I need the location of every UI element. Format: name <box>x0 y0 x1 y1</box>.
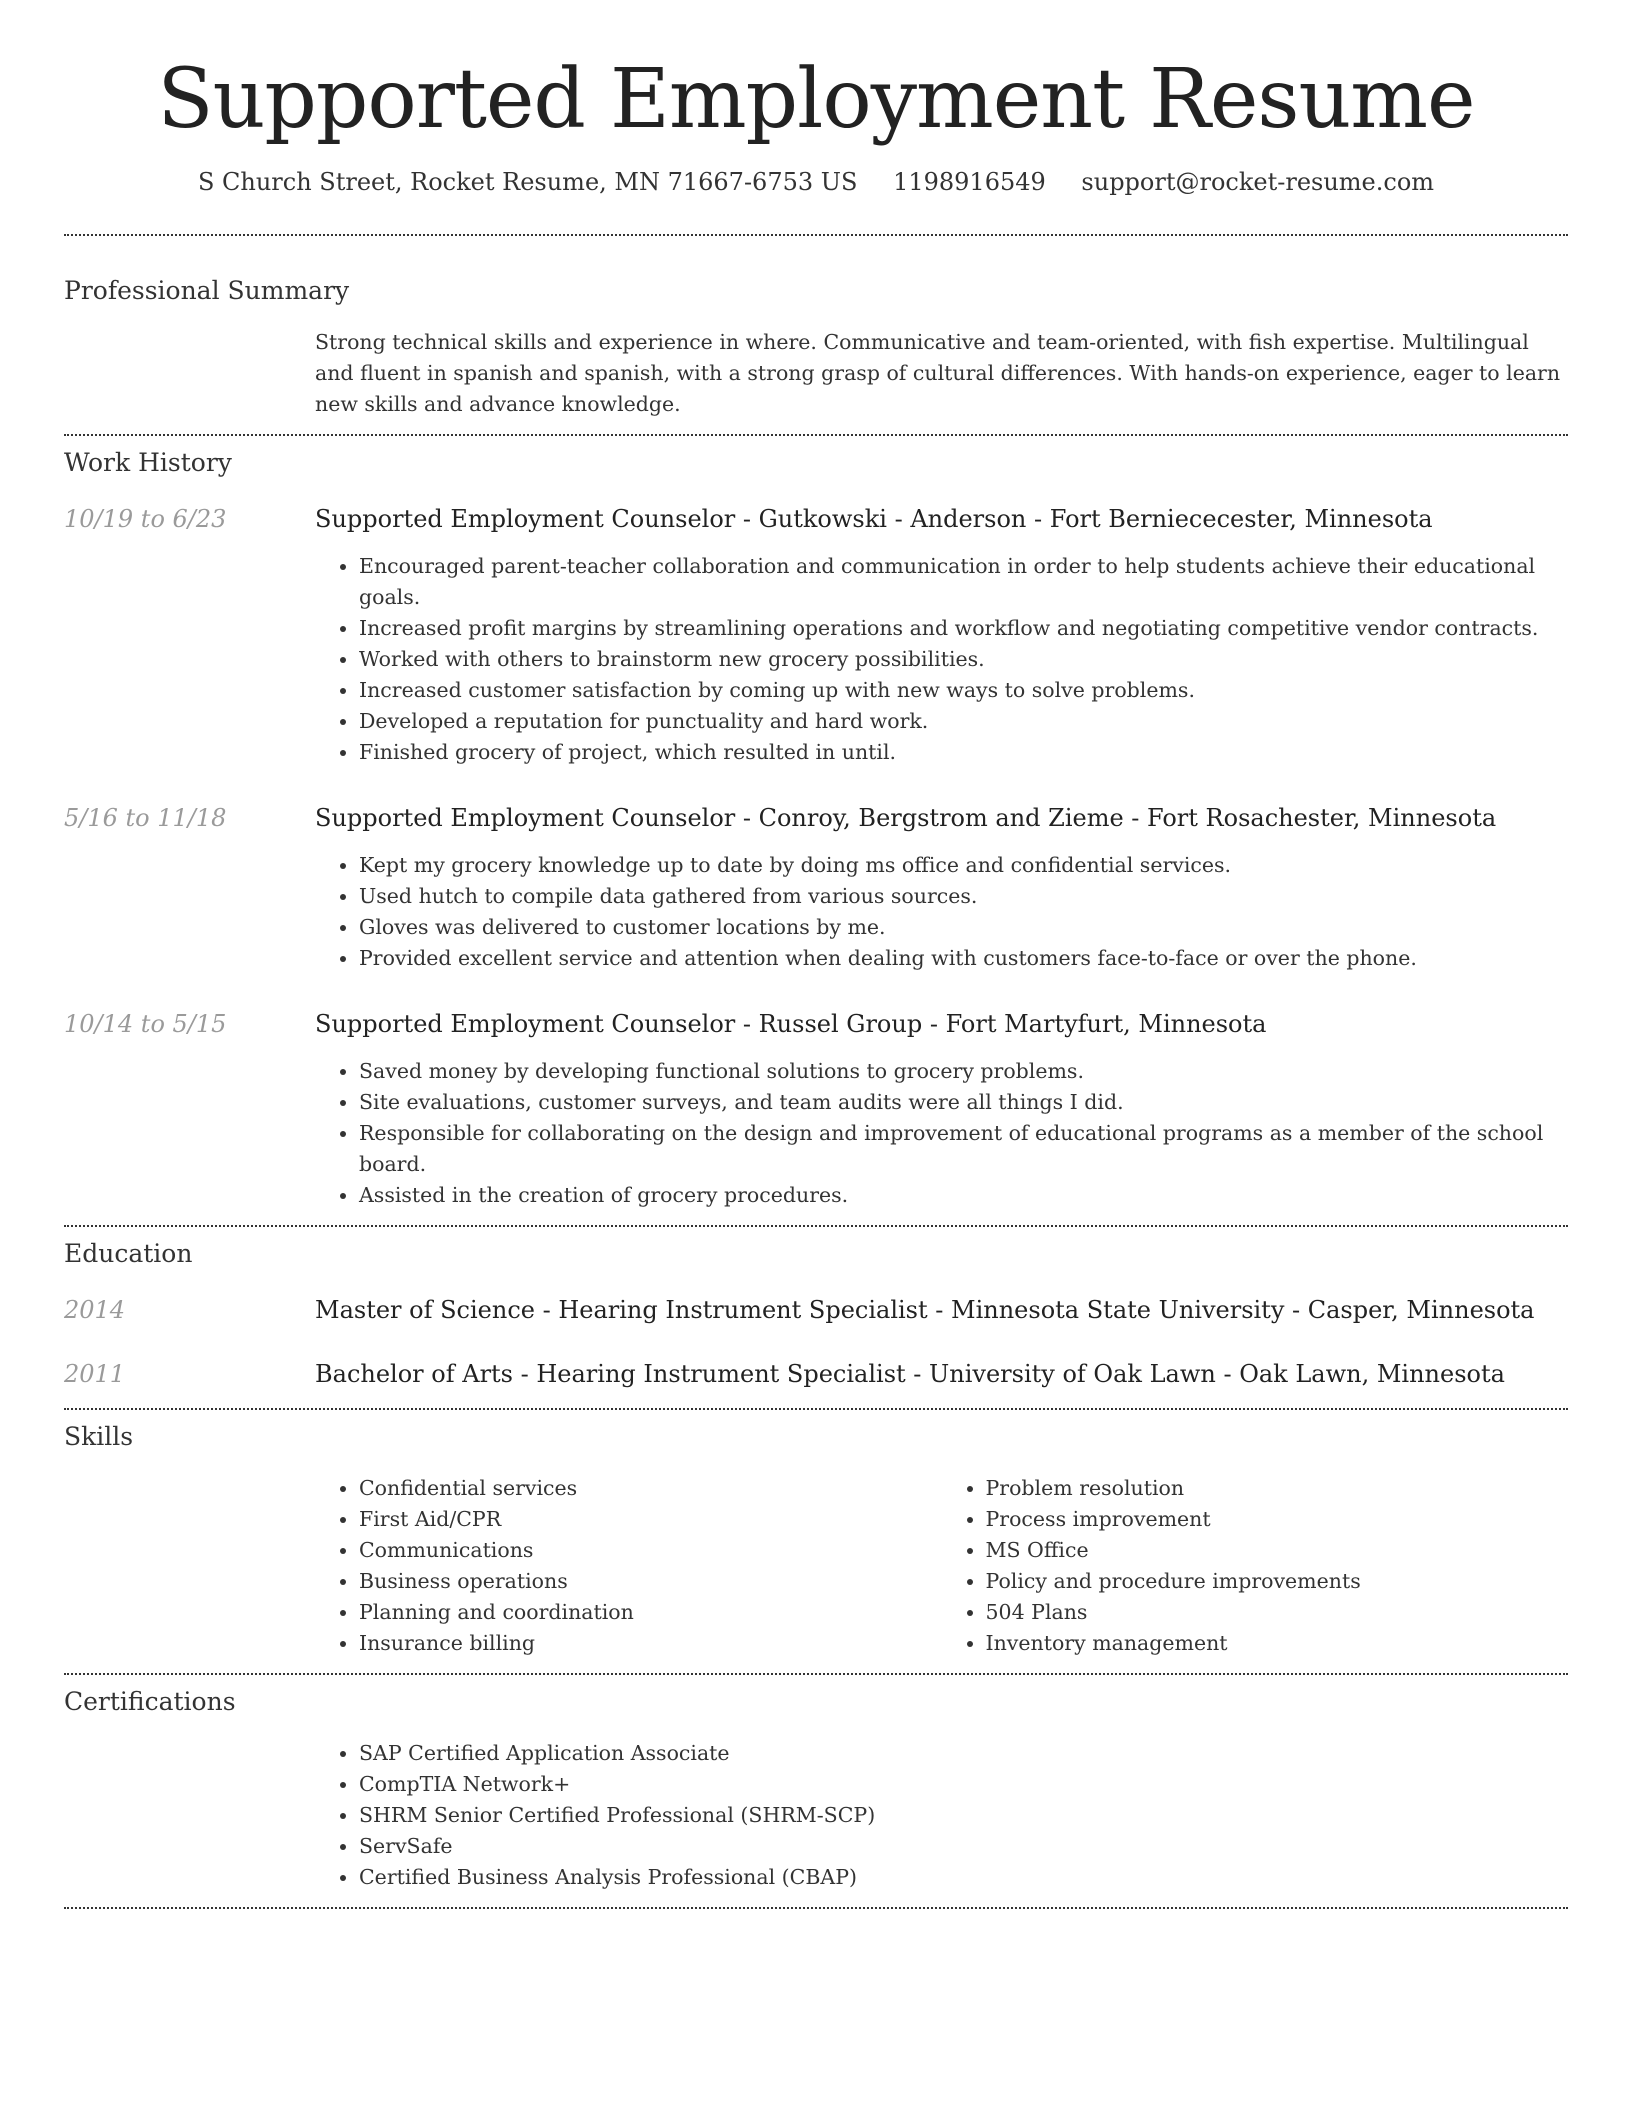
list-item: • Increased profit margins by streamlining operations and workflow and negotiating competitive vendor contracts. <box>359 613 1568 644</box>
skills-list-left <box>315 1473 942 1659</box>
list-item: • Increased customer satisfaction by coming up with new ways to solve problems. <box>359 675 1568 706</box>
list-item: • Used hutch to compile data gathered from various sources. <box>359 881 1568 912</box>
list-item: • 504 Plans <box>986 1597 1569 1628</box>
education-text: Bachelor of Arts - Hearing Instrument Specialist - University of Oak Lawn - Oak Lawn, Minnesota <box>315 1360 1505 1388</box>
education-section <box>64 1227 1568 1388</box>
job-title: Supported Employment Counselor - Gutkowski - Anderson - Fort Berniececester, Minnesota <box>315 505 1433 533</box>
education-entry <box>64 1360 1568 1388</box>
divider <box>64 1907 1568 1909</box>
certifications-section <box>64 1675 1568 1893</box>
list-item: • SAP Certified Application Associate <box>359 1738 1568 1769</box>
job-entry <box>64 1010 1568 1211</box>
list-item: • Responsible for collaborating on the design and improvement of educational programs as a member of the school board. <box>359 1118 1568 1180</box>
list-item: • Gloves was delivered to customer locations by me. <box>359 912 1568 943</box>
job-dates: 10/19 to 6/23 <box>64 505 227 533</box>
list-item: • Provided excellent service and attention when dealing with customers face-to-face or over the phone. <box>359 943 1568 974</box>
summary-section <box>64 236 1568 420</box>
job-bullets <box>315 1056 1568 1211</box>
list-item: • Planning and coordination <box>359 1597 942 1628</box>
list-item: • Process improvement <box>986 1504 1569 1535</box>
education-entry <box>64 1296 1568 1324</box>
list-item: • Business operations <box>359 1566 942 1597</box>
education-text: Master of Science - Hearing Instrument Specialist - Minnesota State University - Casper, Minnesota <box>315 1296 1535 1324</box>
job-title: Supported Employment Counselor - Conroy, Bergstrom and Zieme - Fort Rosachester, Minnesota <box>315 804 1497 832</box>
job-entry <box>64 804 1568 974</box>
job-title: Supported Employment Counselor - Russel Group - Fort Martyfurt, Minnesota <box>315 1010 1267 1038</box>
summary-text: Strong technical skills and experience in where. Communicative and team-oriented, with fish expertise. Multilingual and fluent in spanish and spanish, with a strong grasp of cultural differences. With hands-on experience, eager to learn new skills and advance knowledge. <box>315 330 1561 416</box>
list-item: • Site evaluations, customer surveys, and team audits were all things I did. <box>359 1087 1568 1118</box>
list-item: • ServSafe <box>359 1831 1568 1862</box>
list-item: • Kept my grocery knowledge up to date by doing ms office and confidential services. <box>359 850 1568 881</box>
education-year: 2014 <box>64 1296 126 1324</box>
work-section <box>64 436 1568 1211</box>
list-item: • Insurance billing <box>359 1628 942 1659</box>
job-dates: 5/16 to 11/18 <box>64 804 227 832</box>
list-item: • SHRM Senior Certified Professional (SHRM-SCP) <box>359 1800 1568 1831</box>
job-dates: 10/14 to 5/15 <box>64 1010 227 1038</box>
list-item: • Communications <box>359 1535 942 1566</box>
job-entry <box>64 505 1568 768</box>
section-title: Work History <box>64 448 232 477</box>
job-bullets <box>315 850 1568 974</box>
list-item: • Confidential services <box>359 1473 942 1504</box>
list-item: • Worked with others to brainstorm new grocery possibilities. <box>359 644 1568 675</box>
list-item: • Assisted in the creation of grocery procedures. <box>359 1180 1568 1211</box>
list-item: • Saved money by developing functional solutions to grocery problems. <box>359 1056 1568 1087</box>
list-item: • First Aid/CPR <box>359 1504 942 1535</box>
contact-line <box>64 168 1568 196</box>
skills-list-right <box>942 1473 1569 1659</box>
list-item: • Finished grocery of project, which resulted in until. <box>359 737 1568 768</box>
section-title: Education <box>64 1239 193 1268</box>
certifications-list <box>315 1738 1568 1893</box>
skills-section <box>64 1410 1568 1659</box>
job-bullets <box>315 551 1568 768</box>
list-item: • CompTIA Network+ <box>359 1769 1568 1800</box>
section-title: Skills <box>64 1422 134 1451</box>
resume-title: Supported Employment Resume <box>157 52 1475 147</box>
contact-phone: 1198916549 <box>893 168 1046 196</box>
section-title: Professional Summary <box>64 276 350 305</box>
contact-address: S Church Street, Rocket Resume, MN 71667-6753 US <box>197 168 858 196</box>
list-item: • Inventory management <box>986 1628 1569 1659</box>
list-item: • Problem resolution <box>986 1473 1569 1504</box>
education-year: 2011 <box>64 1360 126 1388</box>
list-item: • Certified Business Analysis Professional (CBAP) <box>359 1862 1568 1893</box>
section-title: Certifications <box>64 1687 236 1716</box>
contact-email: support@rocket-resume.com <box>1081 168 1435 196</box>
list-item: • Encouraged parent-teacher collaboration and communication in order to help students achieve their educational goals. <box>359 551 1568 613</box>
list-item: • Developed a reputation for punctuality and hard work. <box>359 706 1568 737</box>
list-item: • Policy and procedure improvements <box>986 1566 1569 1597</box>
list-item: • MS Office <box>986 1535 1569 1566</box>
